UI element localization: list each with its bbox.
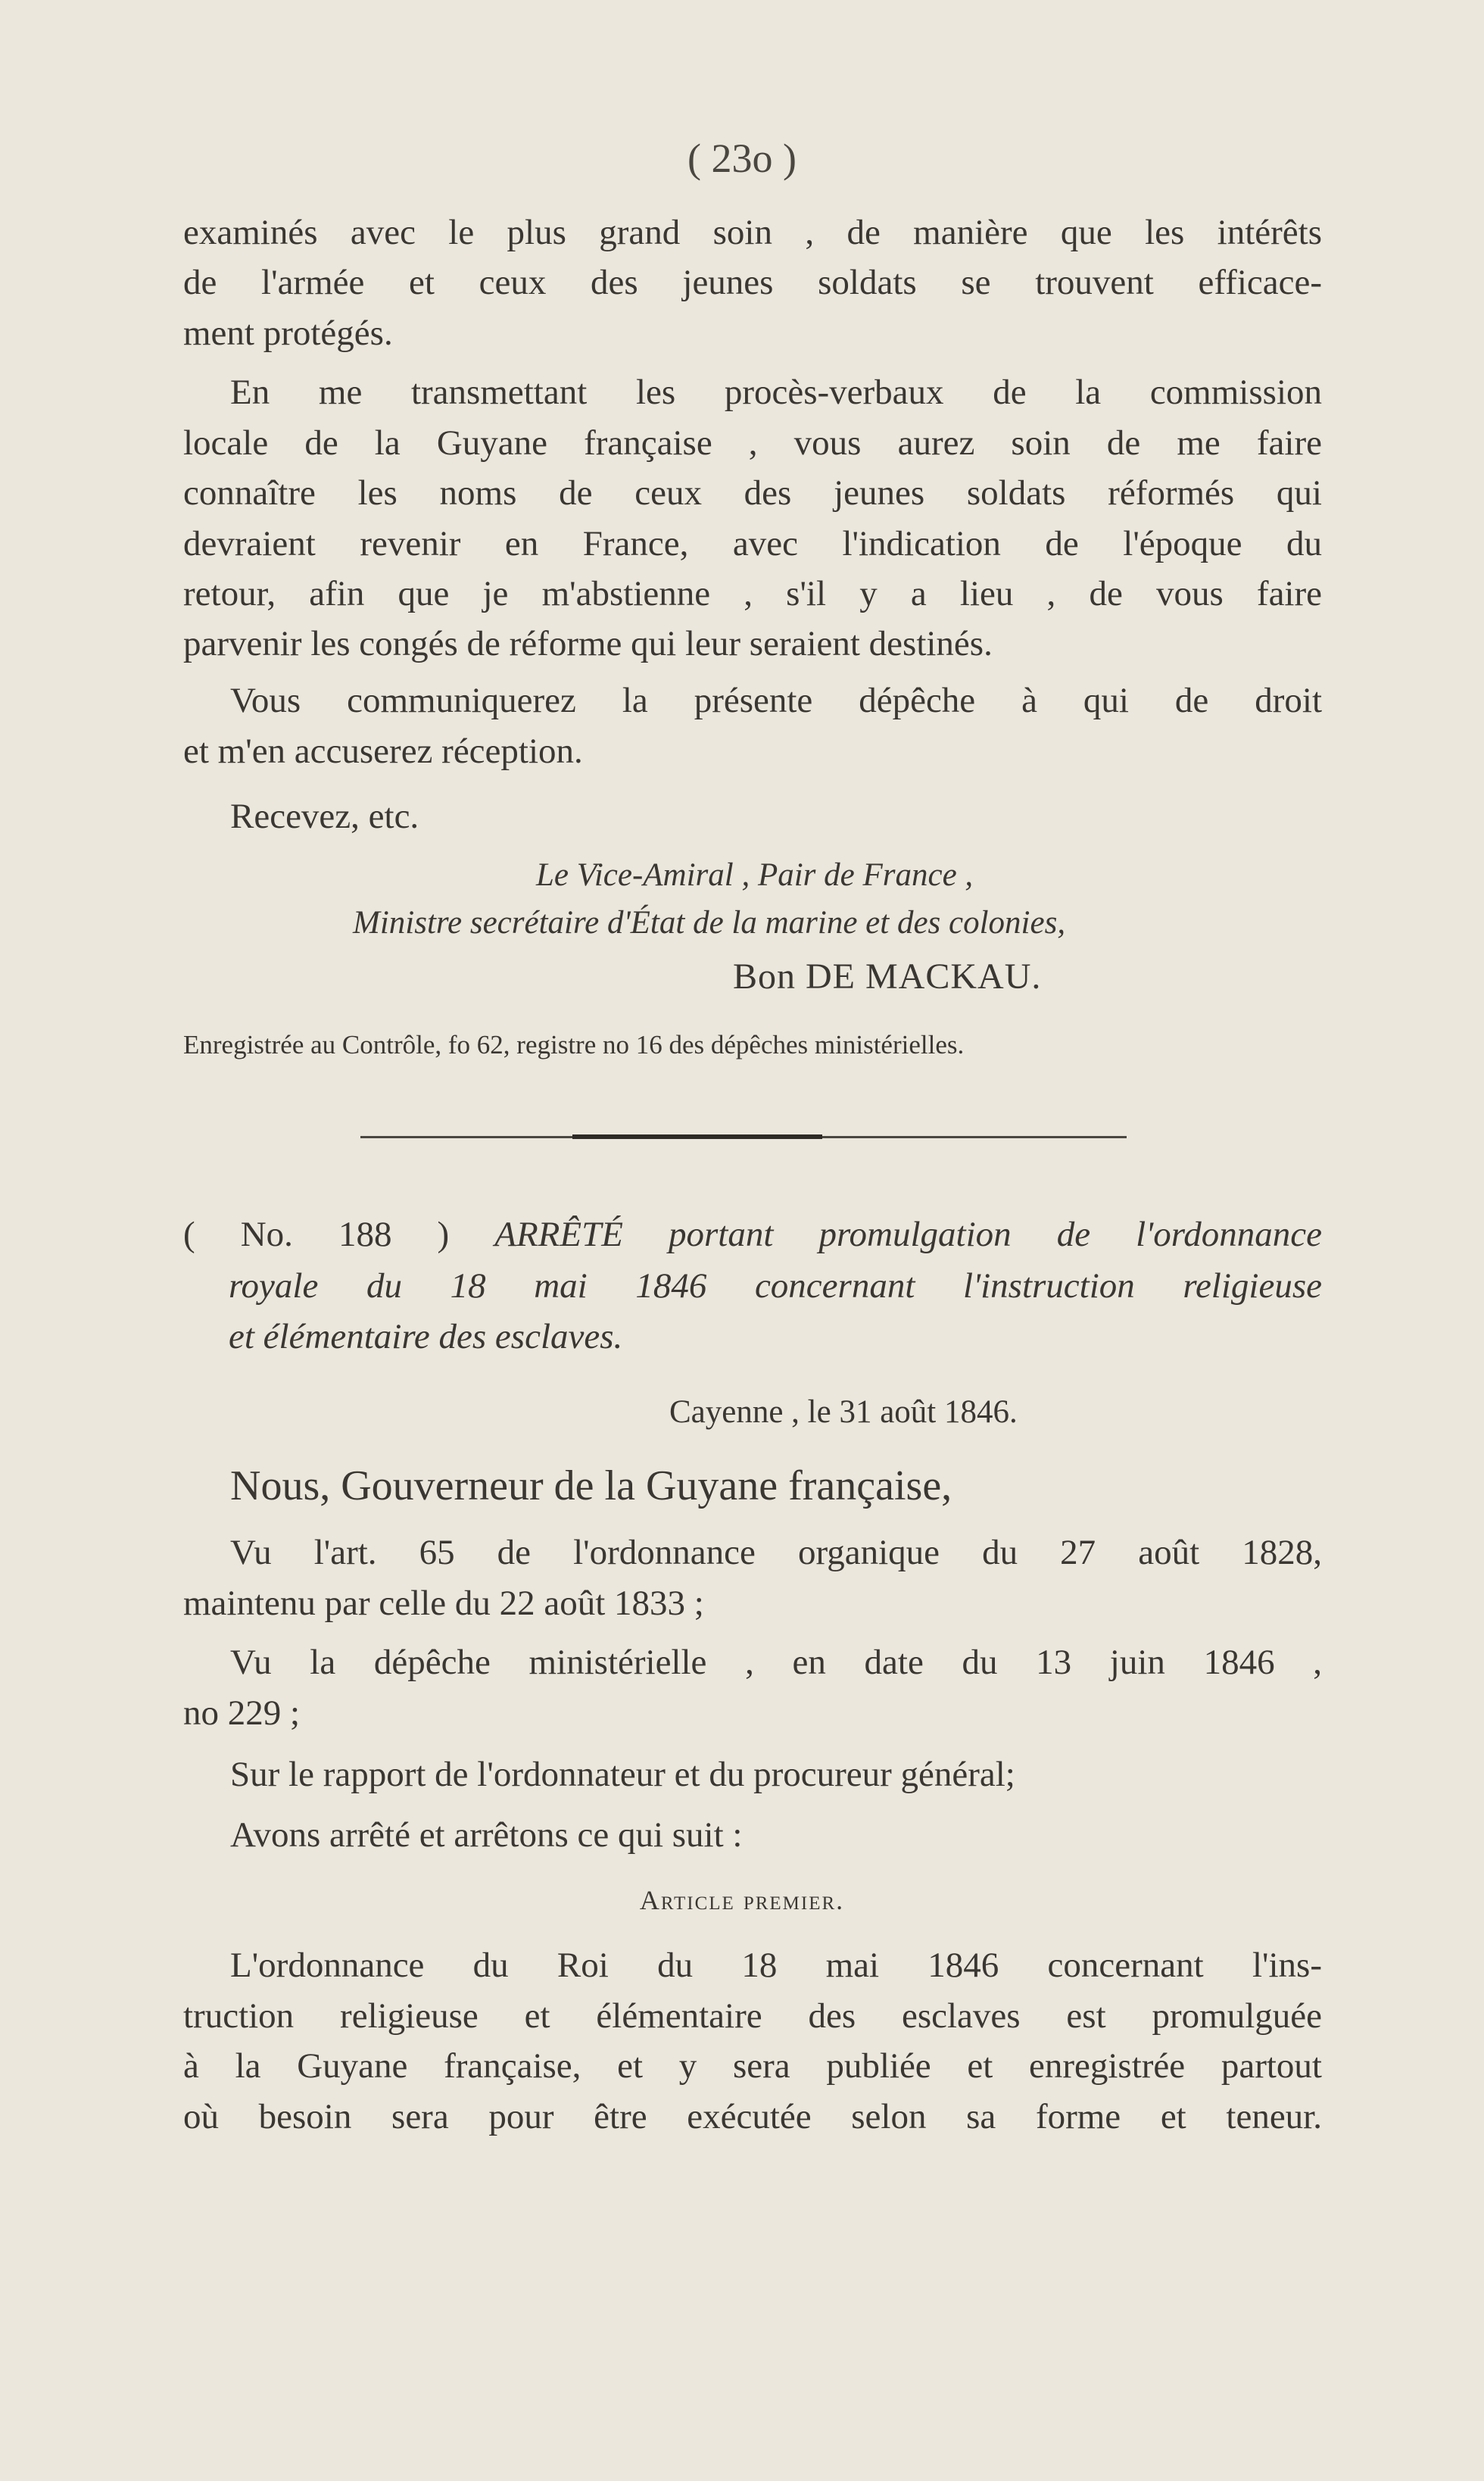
text-line: maintenu par celle du 22 août 1833 ; — [183, 1584, 704, 1623]
text-line: L'ordonnance du Roi du 18 mai 1846 concernant l'ins- — [230, 1946, 1322, 1985]
section-divider — [360, 1136, 1127, 1138]
text-line: à la Guyane française, et y sera publiée et enregistrée partout — [183, 2046, 1322, 2086]
closing-formula: Recevez, etc. — [230, 797, 419, 836]
arrete-title-line1: ARRÊTÉ portant promulgation de l'ordonnance — [494, 1215, 1322, 1254]
text-line: parvenir les congés de réforme qui leur seraient destinés. — [183, 624, 993, 663]
signature-name: Bon DE MACKAU. — [733, 957, 1042, 997]
text-line: retour, afin que je m'abstienne , s'il y a lieu , de vous faire — [183, 574, 1322, 613]
signature-title-line: Ministre secrétaire d'État de la marine et des colonies, — [353, 905, 1066, 941]
signature-title-line: Le Vice-Amiral , Pair de France , — [536, 857, 974, 893]
arrete-number: ( No. 188 ) — [183, 1215, 450, 1254]
text-line: truction religieuse et élémentaire des esclaves est promulguée — [183, 1996, 1322, 2036]
text-line: examinés avec le plus grand soin , de manière que les intérêts — [183, 213, 1322, 252]
text-line: ment protégés. — [183, 314, 393, 353]
place-date: Cayenne , le 31 août 1846. — [669, 1394, 1018, 1430]
text-line: Sur le rapport de l'ordonnateur et du procureur général; — [230, 1755, 1015, 1794]
text-line: et m'en accuserez réception. — [183, 732, 583, 771]
text-line: Avons arrêté et arrêtons ce qui suit : — [230, 1815, 743, 1855]
text-line: no 229 ; — [183, 1693, 301, 1733]
gouverneur-line: Nous, Gouverneur de la Guyane française, — [230, 1462, 952, 1509]
arrete-title-line3: et élémentaire des esclaves. — [229, 1317, 623, 1356]
text-line: où besoin sera pour être exécutée selon sa forme et teneur. — [183, 2097, 1322, 2136]
text-line: de l'armée et ceux des jeunes soldats se trouvent efficace- — [183, 263, 1322, 302]
arrete-title-line2: royale du 18 mai 1846 concernant l'instruction religieuse — [229, 1266, 1322, 1306]
page-number: ( 23o ) — [687, 136, 797, 181]
registration-note: Enregistrée au Contrôle, fo 62, registre no 16 des dépêches ministérielles. — [183, 1030, 965, 1059]
text-line: Vous communiquerez la présente dépêche à qui de droit — [230, 681, 1322, 720]
arrete-title — [183, 1212, 1322, 1257]
text-line: Vu l'art. 65 de l'ordonnance organique du 27 août 1828, — [230, 1533, 1322, 1572]
article-heading: Article premier. — [639, 1885, 845, 1915]
text-line: locale de la Guyane française , vous aurez soin de me faire — [183, 423, 1322, 463]
text-line: devraient revenir en France, avec l'indication de l'époque du — [183, 524, 1322, 563]
text-line: Vu la dépêche ministérielle , en date du 13 juin 1846 , — [230, 1643, 1322, 1682]
text-line: connaître les noms de ceux des jeunes soldats réformés qui — [183, 473, 1322, 513]
text-line: En me transmettant les procès-verbaux de la commission — [230, 373, 1322, 412]
